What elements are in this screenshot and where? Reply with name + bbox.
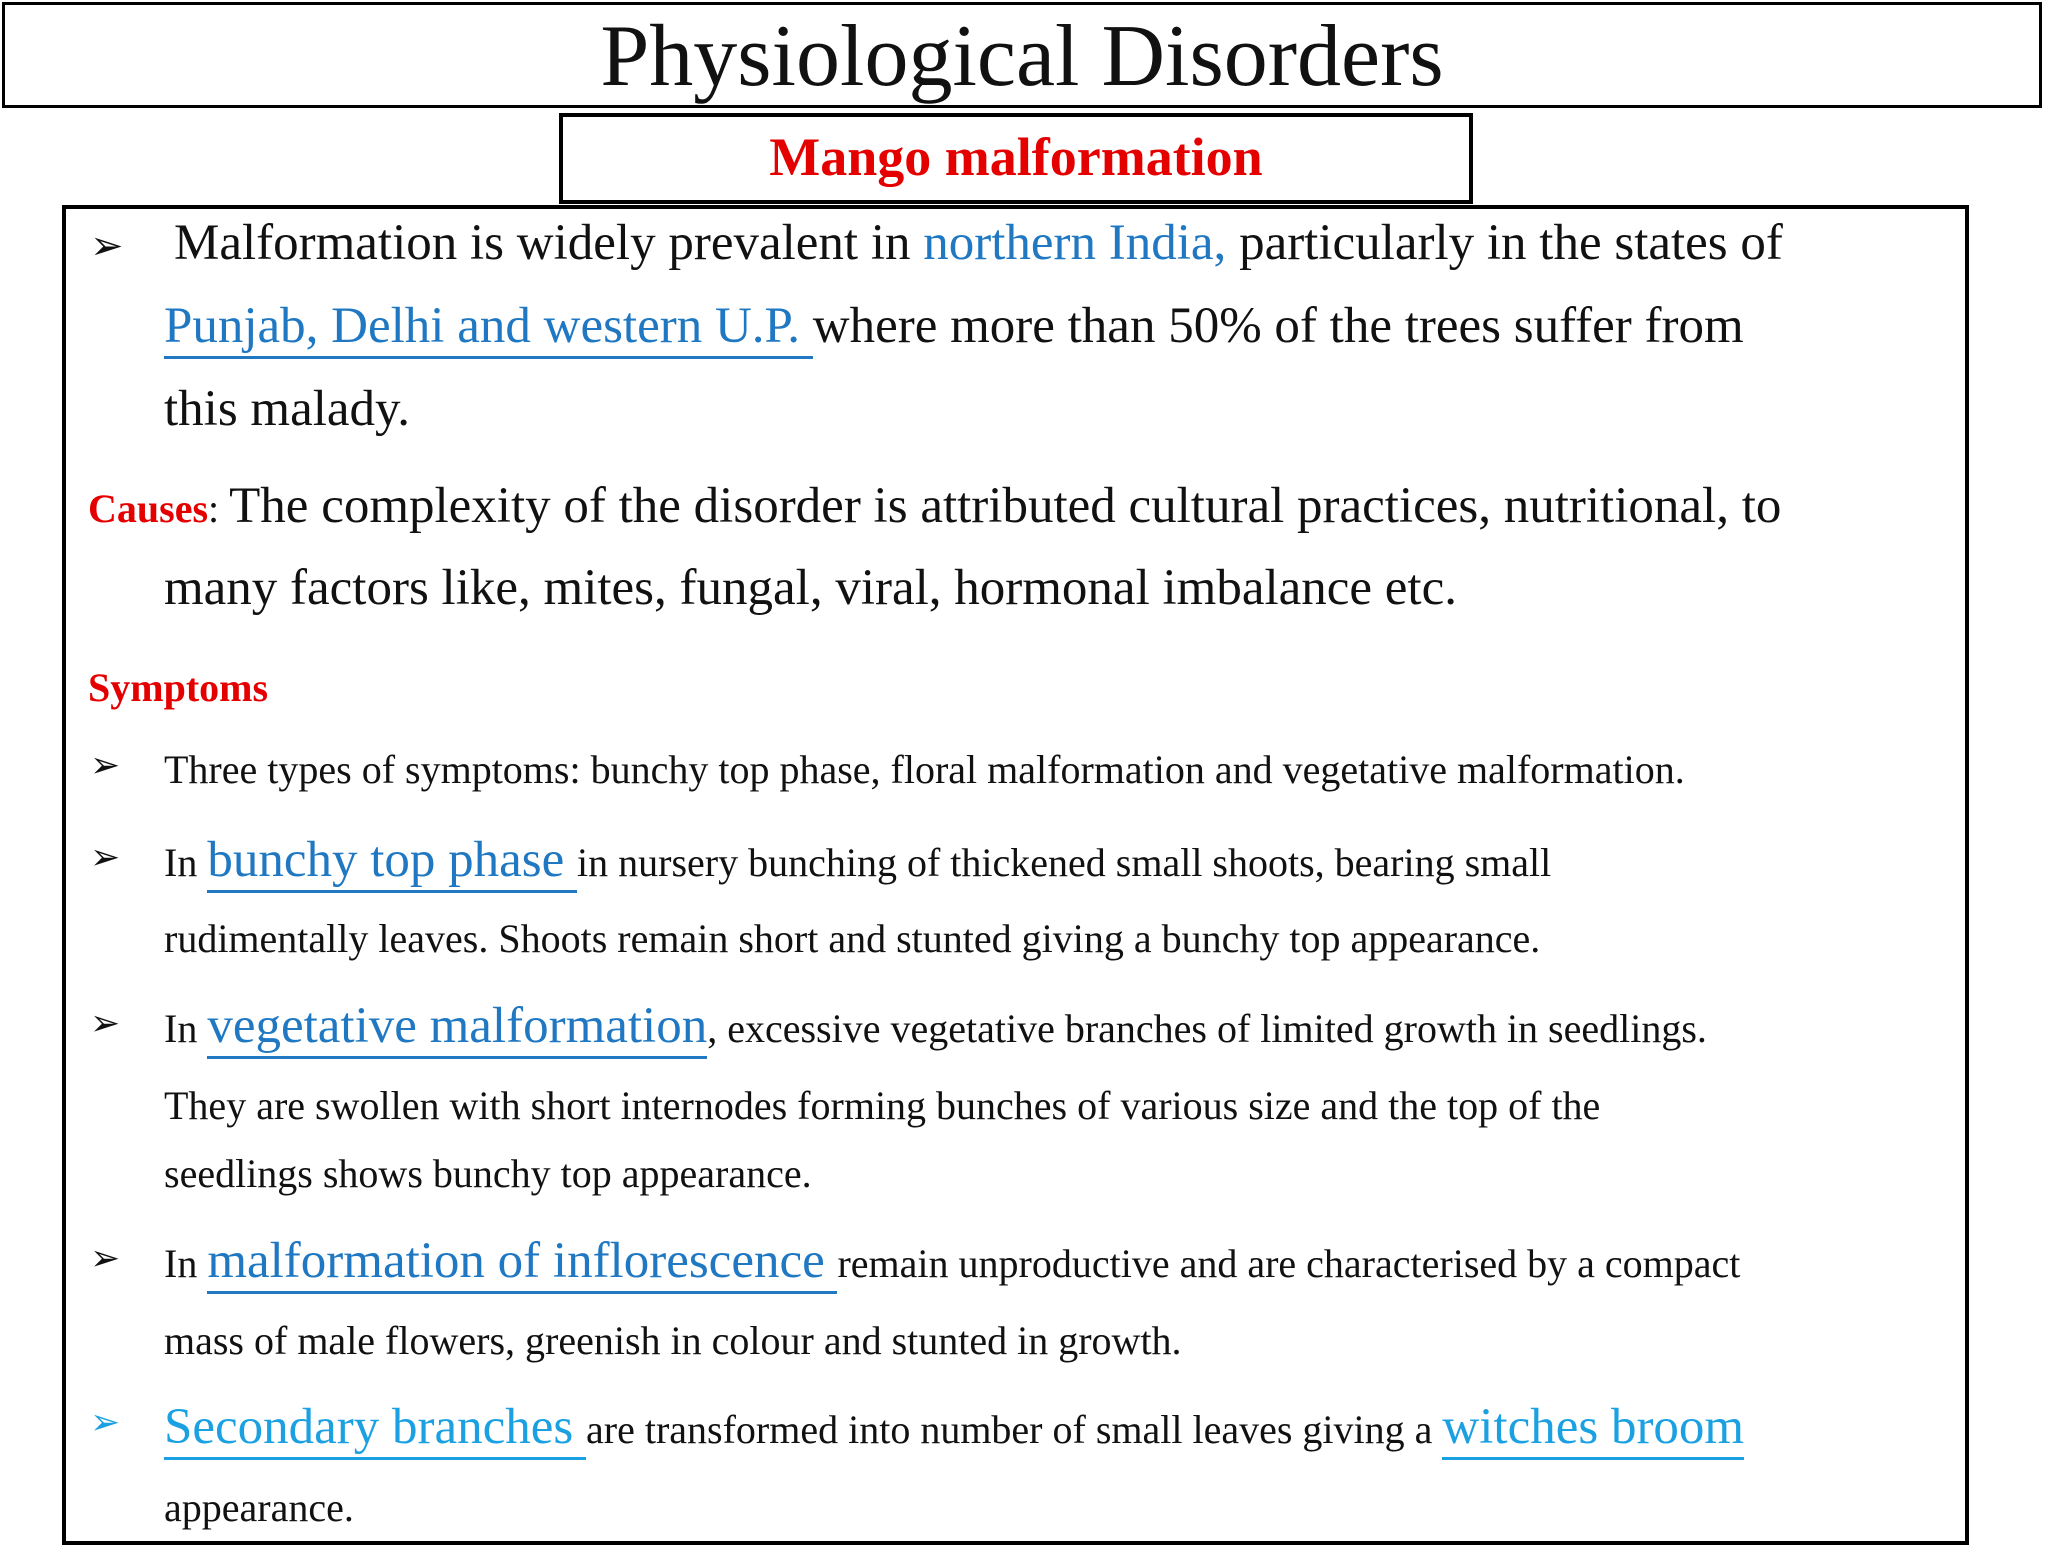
arrow-bullet-icon: ➢ [90, 223, 124, 269]
page-subtitle: Mango malformation [769, 127, 1263, 187]
arrow-bullet-icon: ➢ [90, 837, 121, 878]
content-box [62, 205, 1969, 1545]
bunchy-top-highlight: bunchy top phase [207, 832, 577, 893]
bunchy-top-line-1: In bunchy top phase in nursery bunching of thickened small shoots, bearing small [164, 831, 1551, 889]
intro-line-3: this malady. [164, 381, 410, 437]
vegetative-line-2: They are swollen with short internodes forming bunches of various size and the top of the [164, 1083, 1601, 1128]
causes-line-1: Causes: The complexity of the disorder is attributed cultural practices, nutritional, to [88, 478, 1782, 534]
inflorescence-highlight: malformation of inflorescence [207, 1233, 837, 1294]
inflorescence-line-1: In malformation of inflorescence remain unproductive and are characterised by a compact [164, 1232, 1740, 1290]
inflorescence-line-2: mass of male flowers, greenish in colour and stunted in growth. [164, 1318, 1182, 1363]
northern-india-highlight: northern India, [923, 215, 1227, 271]
secondary-branches-line-1: Secondary branches are transformed into number of small leaves giving a witches broom [164, 1398, 1744, 1456]
arrow-bullet-icon: ➢ [90, 1003, 121, 1044]
bunchy-top-line-2: rudimentally leaves. Shoots remain short and stunted giving a bunchy top appearance. [164, 916, 1541, 961]
arrow-bullet-icon: ➢ [90, 1238, 121, 1279]
symptom-types-text: Three types of symptoms: bunchy top phase, floral malformation and vegetative malformation. [164, 747, 1685, 792]
intro-line-1: Malformation is widely prevalent in northern India, particularly in the states of [174, 215, 1783, 271]
secondary-branches-highlight: Secondary branches [164, 1399, 586, 1460]
intro-line-2: Punjab, Delhi and western U.P. where more than 50% of the trees suffer from [164, 297, 1744, 355]
causes-line-2: many factors like, mites, fungal, viral, hormonal imbalance etc. [164, 560, 1457, 616]
title-box [2, 2, 2042, 108]
vegetative-malformation-highlight: vegetative malformation [207, 998, 707, 1059]
vegetative-line-1: In vegetative malformation, excessive vegetative branches of limited growth in seedlings. [164, 997, 1707, 1055]
page-title: Physiological Disorders [600, 8, 1444, 105]
symptoms-heading: Symptoms [88, 665, 269, 710]
subtitle-box [559, 113, 1473, 204]
secondary-branches-line-2: appearance. [164, 1485, 354, 1530]
causes-label: Causes [88, 486, 209, 531]
arrow-bullet-icon: ➢ [90, 745, 121, 786]
witches-broom-highlight: witches broom [1442, 1399, 1744, 1460]
arrow-bullet-icon: ➢ [90, 1402, 121, 1443]
vegetative-line-3: seedlings shows bunchy top appearance. [164, 1151, 812, 1196]
states-highlight: Punjab, Delhi and western U.P. [164, 298, 813, 359]
